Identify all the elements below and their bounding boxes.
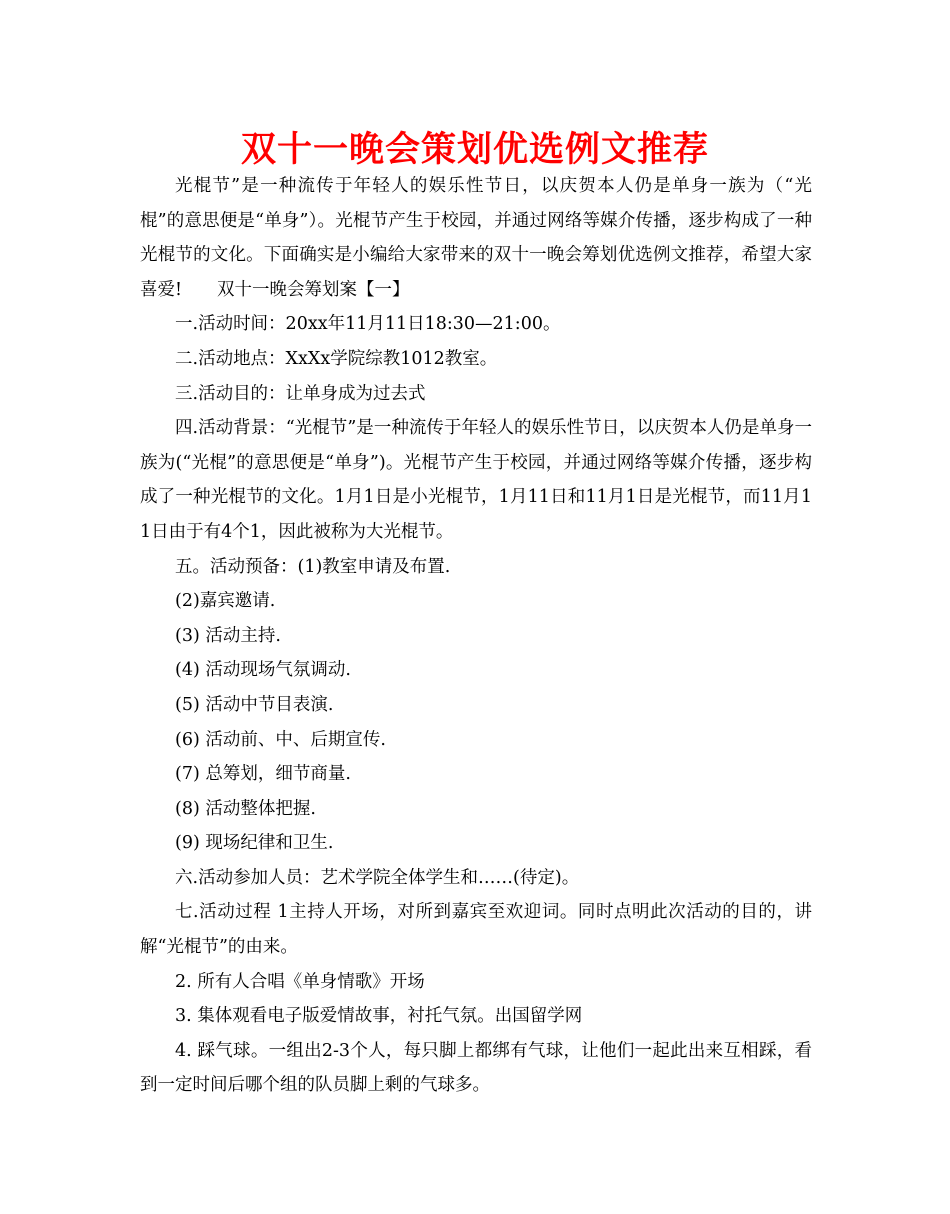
paragraph-prep-item-8: (8) 活动整体把握. xyxy=(175,798,316,819)
document-title: 双十一晚会策划优选例文推荐 xyxy=(240,129,709,170)
paragraph-activity-time: 一.活动时间：20xx年11月11日18:30—21:00。 xyxy=(175,314,561,335)
paragraph-prep-item-2: (2)嘉宾邀请. xyxy=(175,591,276,612)
paragraph-activity-process: 七.活动过程 1主持人开场，对所到嘉宾至欢迎词。同时点明此次活动的目的，讲解“光棍节”的由来。 xyxy=(140,902,812,958)
paragraph-process-step-4: 4. 踩气球。一组出2-3个人，每只脚上都绑有气球，让他们一起此出来互相踩，看到一定时间后哪个组的队员脚上剩的气球多。 xyxy=(140,1040,812,1096)
paragraph-prep-item-7: (7) 总筹划，细节商量. xyxy=(175,764,351,785)
paragraph-process-step-2: 2. 所有人合唱《单身情歌》开场 xyxy=(175,971,425,992)
paragraph-prep-item-6: (6) 活动前、中、后期宣传. xyxy=(175,729,386,750)
paragraph-prep-item-4: (4) 活动现场气氛调动. xyxy=(175,660,351,681)
paragraph-prep-item-5: (5) 活动中节目表演. xyxy=(175,694,334,715)
paragraph-activity-purpose: 三.活动目的：让单身成为过去式 xyxy=(175,383,426,404)
document-body xyxy=(140,169,812,1103)
paragraph-activity-background: 四.活动背景：“光棍节”是一种流传于年轻人的娱乐性节日，以庆贺本人仍是单身一族为(“光棍”的意思便是“单身”)。光棍节产生于校园，并通过网络等媒介传播，逐步构成了一种光棍节的文化。1月1日是小光棍节，1月11日和11月1日是光棍节，而11月11日由于有4个1，因此被称为大光棍节。 xyxy=(140,418,812,542)
paragraph-process-step-3: 3. 集体观看电子版爱情故事，衬托气氛。出国留学网 xyxy=(175,1006,583,1027)
paragraph-participants: 六.活动参加人员：艺术学院全体学生和……(待定)。 xyxy=(175,867,580,888)
paragraph-prep-item-9: (9) 现场纪律和卫生. xyxy=(175,833,334,854)
paragraph-activity-preparation: 五。活动预备：(1)教室申请及布置. xyxy=(175,556,451,577)
paragraph-activity-location: 二.活动地点：XxXx学院综教1012教室。 xyxy=(175,348,498,369)
paragraph-intro: 光棍节”是一种流传于年轻人的娱乐性节日，以庆贺本人仍是单身一族为（“光棍”的意思便是“单身”）。光棍节产生于校园，并通过网络等媒介传播，逐步构成了一种光棍节的文化。下面确实是小编给大家带来的双十一晚会筹划优选例文推荐，希望大家喜爱! 双十一晚会筹划案【一】 xyxy=(140,176,812,300)
paragraph-prep-item-3: (3) 活动主持. xyxy=(175,625,281,646)
